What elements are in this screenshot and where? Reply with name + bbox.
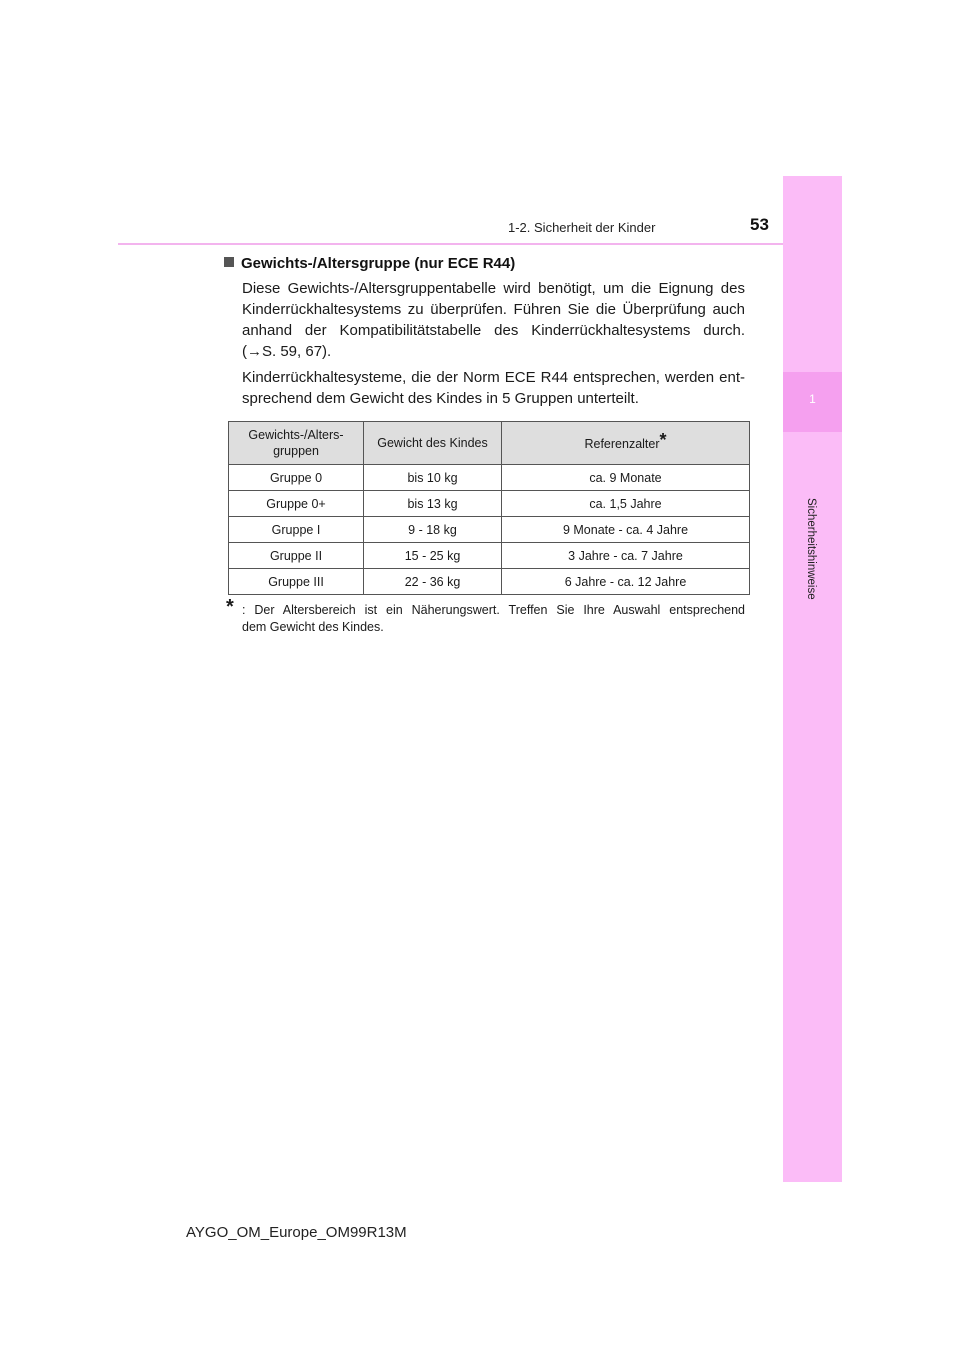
paragraph-intro xyxy=(242,278,745,362)
cell-age: ca. 9 Monate xyxy=(502,465,750,491)
page-number: 53 xyxy=(750,215,769,234)
cell-group: Gruppe I xyxy=(229,517,364,543)
cell-weight: 15 - 25 kg xyxy=(364,543,502,569)
table-row xyxy=(229,543,750,569)
asterisk-mark: * xyxy=(659,430,667,450)
cell-weight: bis 13 kg xyxy=(364,491,502,517)
paragraph-line: Diese Gewichts-/Altersgruppentabelle wird benötigt, um die Eignung des xyxy=(242,280,745,297)
table-footnote xyxy=(226,596,745,636)
footnote-asterisk: * xyxy=(226,596,234,618)
group-table xyxy=(228,421,750,595)
document-code: AYGO_OM_Europe_OM99R13M xyxy=(186,1224,407,1241)
weight-age-group-table xyxy=(228,421,749,595)
table-header-row xyxy=(229,422,750,465)
chapter-label: Sicherheitshinweise xyxy=(805,498,817,600)
cell-group: Gruppe 0+ xyxy=(229,491,364,517)
chapter-label-container xyxy=(800,498,820,638)
header-text-line: gruppen xyxy=(273,444,319,458)
cell-group: Gruppe II xyxy=(229,543,364,569)
paragraph-line: Kinderrückhaltesystems zu überprüfen. Führen Sie die Überprüfung auch xyxy=(242,301,745,318)
table-row xyxy=(229,465,750,491)
header-text: Referenzalter xyxy=(584,437,660,451)
paragraph-line: anhand der Kompatibilitätstabelle des Kinderrückhaltesystems durch. xyxy=(242,322,745,339)
cell-age: ca. 1,5 Jahre xyxy=(502,491,750,517)
table-row xyxy=(229,517,750,543)
cell-group: Gruppe III xyxy=(229,569,364,595)
cell-weight: 9 - 18 kg xyxy=(364,517,502,543)
header-section-title: 1-2. Sicherheit der Kinder xyxy=(508,220,656,235)
header-reference-age xyxy=(502,422,750,465)
square-bullet-icon xyxy=(224,257,234,267)
paragraph-line: sprechend dem Gewicht des Kindes in 5 Gruppen unterteilt. xyxy=(242,390,639,407)
footnote-line: : Der Altersbereich ist ein Näherungswert. Treffen Sie Ihre Auswahl entsprechend xyxy=(242,603,745,617)
page-reference: (→S. 59, 67). xyxy=(242,343,332,360)
chapter-side-tab xyxy=(783,176,842,1182)
header-text-line: Gewichts-/Alters- xyxy=(248,428,344,442)
table-row xyxy=(229,491,750,517)
section-heading-text: Gewichts-/Altersgruppe (nur ECE R44) xyxy=(241,255,516,272)
chapter-number: 1 xyxy=(809,392,816,406)
header-divider xyxy=(118,243,841,245)
cell-weight: bis 10 kg xyxy=(364,465,502,491)
table-row xyxy=(229,569,750,595)
header-child-weight: Gewicht des Kindes xyxy=(364,422,502,465)
footnote-line: dem Gewicht des Kindes. xyxy=(242,620,384,634)
cell-age: 3 Jahre - ca. 7 Jahre xyxy=(502,543,750,569)
section-heading xyxy=(224,255,515,272)
cell-age: 6 Jahre - ca. 12 Jahre xyxy=(502,569,750,595)
header-weight-age-group xyxy=(229,422,364,465)
paragraph-groups xyxy=(242,367,745,409)
cell-age: 9 Monate - ca. 4 Jahre xyxy=(502,517,750,543)
cell-weight: 22 - 36 kg xyxy=(364,569,502,595)
cell-group: Gruppe 0 xyxy=(229,465,364,491)
paragraph-line: Kinderrückhaltesysteme, die der Norm ECE R44 entsprechen, werden ent- xyxy=(242,369,745,386)
